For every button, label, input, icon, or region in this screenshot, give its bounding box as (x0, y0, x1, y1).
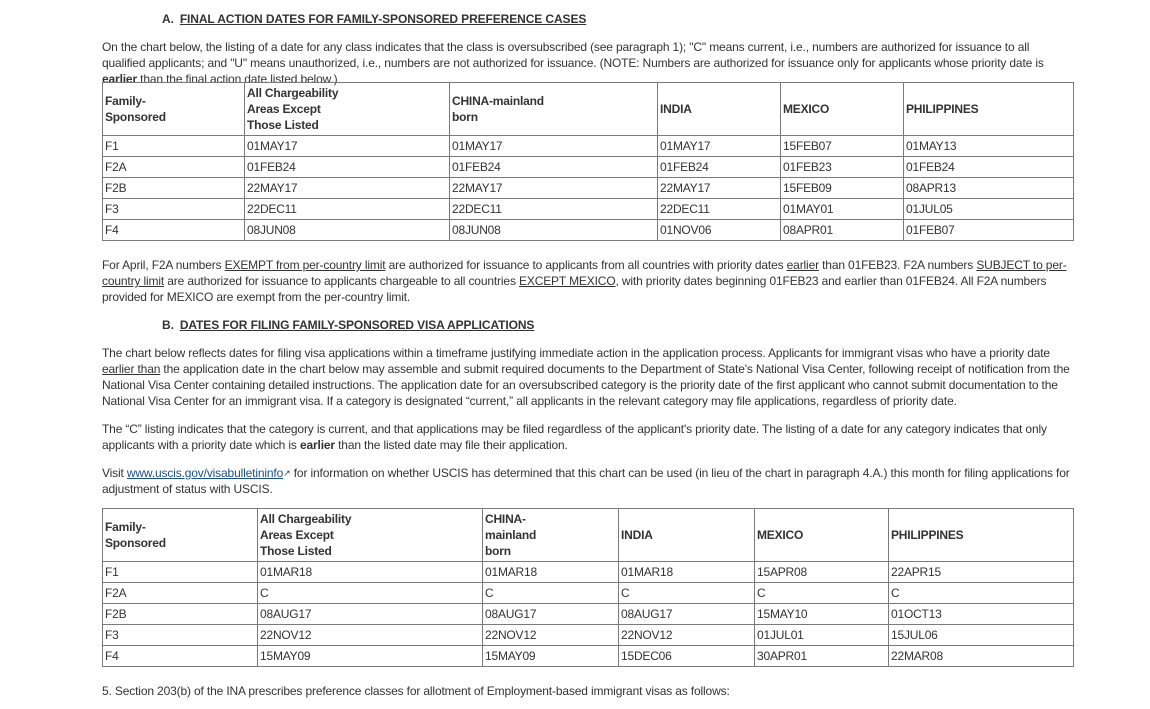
date-cell: 15FEB09 (781, 178, 904, 199)
date-cell: 22DEC11 (245, 199, 450, 220)
section-b-title: DATES FOR FILING FAMILY-SPONSORED VISA APPLICATIONS (179, 318, 535, 332)
column-header: PHILIPPINES (889, 509, 1074, 562)
column-header: INDIA (619, 509, 755, 562)
dates-for-filing-table (102, 508, 1074, 667)
section-b-paragraph-3 (102, 465, 1074, 497)
table-row (103, 646, 1074, 667)
date-cell: 01MAY17 (658, 136, 781, 157)
note-text: are authorized for issuance to applicants chargeable to all countries (164, 274, 519, 288)
date-cell: 15MAY09 (258, 646, 483, 667)
date-cell: 22NOV12 (258, 625, 483, 646)
table-header-row (103, 509, 1074, 562)
date-cell: 15DEC06 (619, 646, 755, 667)
section-a-heading (162, 11, 586, 27)
para-text: Visit (102, 466, 127, 480)
intro-bold: earlier (102, 72, 137, 86)
category-cell: F3 (103, 625, 258, 646)
note-underline: earlier (786, 258, 819, 272)
category-cell: F1 (103, 136, 245, 157)
date-cell: 15MAY10 (755, 604, 889, 625)
note-underline: EXCEPT MEXICO (518, 274, 616, 288)
column-header: CHINA-mainland born (450, 83, 658, 136)
note-text: are authorized for issuance to applicants from all countries with priority dates (385, 258, 787, 272)
category-cell: F2B (103, 178, 245, 199)
column-header: MEXICO (781, 83, 904, 136)
category-cell: F1 (103, 562, 258, 583)
section-b-heading (162, 317, 534, 333)
date-cell: 01MAY17 (245, 136, 450, 157)
para-underline: earlier than (102, 362, 161, 376)
date-cell: 08AUG17 (258, 604, 483, 625)
date-cell: 08APR01 (781, 220, 904, 241)
table-row (103, 220, 1074, 241)
table-row (103, 136, 1074, 157)
section-a-title: FINAL ACTION DATES FOR FAMILY-SPONSORED PREFERENCE CASES (179, 12, 587, 26)
external-link-icon: ↗ (283, 468, 291, 478)
date-cell: 01MAY17 (450, 136, 658, 157)
table-row (103, 157, 1074, 178)
date-cell: 22MAY17 (245, 178, 450, 199)
date-cell: 01FEB23 (781, 157, 904, 178)
section-b-paragraph-2 (102, 421, 1074, 453)
date-cell: 01MAR18 (483, 562, 619, 583)
date-cell: 01JUL01 (755, 625, 889, 646)
column-header: All Chargeability Areas Except Those Listed (258, 509, 483, 562)
para-text: The “C” listing indicates that the category is current, and that applications may be filed regardless of the applicant's priority date. The listing of a date for any category indicates that only applicants with a priority date which is (102, 422, 1047, 452)
para-text: the application date in the chart below may assemble and submit required documents to the Department of State's National Visa Center, following receipt of notification from the National Visa Center containing detailed instructions. The application date for an oversubscribed category is the priority date of the first applicant who cannot submit documentation to the National Visa Center for an immigrant visa. If a category is designated “current,” all applicants in the relevant category may file applications, regardless of priority date. (102, 362, 1070, 408)
column-header: Family- Sponsored (103, 83, 245, 136)
date-cell: 01FEB24 (245, 157, 450, 178)
date-cell: 01MAR18 (619, 562, 755, 583)
column-header: Family- Sponsored (103, 509, 258, 562)
date-cell: 22NOV12 (483, 625, 619, 646)
date-cell: 22DEC11 (450, 199, 658, 220)
section-a-intro (102, 39, 1074, 87)
para-bold: earlier (299, 438, 335, 452)
column-header: PHILIPPINES (904, 83, 1074, 136)
table-row (103, 178, 1074, 199)
date-cell: 08JUN08 (450, 220, 658, 241)
column-header: MEXICO (755, 509, 889, 562)
table-row (103, 199, 1074, 220)
date-cell: 15MAY09 (483, 646, 619, 667)
note-underline: SUBJECT to per-country limit (102, 258, 1067, 288)
date-cell: C (889, 583, 1074, 604)
intro-text-2: than the final action date listed below.) (136, 72, 338, 86)
date-cell: 22APR15 (889, 562, 1074, 583)
date-cell: 01FEB24 (450, 157, 658, 178)
note-text: , with priority dates beginning 01FEB23 and earlier than 01FEB24. All F2A numbers provided for MEXICO are exempt from the per-country limit. (102, 274, 1047, 304)
category-cell: F2B (103, 604, 258, 625)
table-row (103, 625, 1074, 646)
table-row (103, 562, 1074, 583)
date-cell: 15APR08 (755, 562, 889, 583)
date-cell: 22MAR08 (889, 646, 1074, 667)
column-header: CHINA- mainland born (483, 509, 619, 562)
section-a-letter: A. (162, 12, 174, 26)
date-cell: 01OCT13 (889, 604, 1074, 625)
date-cell: 01MAR18 (258, 562, 483, 583)
section-b-letter: B. (162, 318, 174, 332)
date-cell: 01FEB24 (904, 157, 1074, 178)
para-text: than the listed date may file their application. (334, 438, 568, 452)
category-cell: F4 (103, 220, 245, 241)
intro-text-1: On the chart below, the listing of a date for any class indicates that the class is oversubscribed (see paragraph 1); "C" means current, i.e., numbers are authorized for issuance to all qualified applicants; and "U" means unauthorized, i.e., numbers are not authorized for issuance. (NOTE: Numbers are authorized for issuance only for applicants whose priority date is (102, 40, 1044, 70)
date-cell: 08AUG17 (619, 604, 755, 625)
date-cell: 15FEB07 (781, 136, 904, 157)
date-cell: 08APR13 (904, 178, 1074, 199)
section-b-paragraph-1 (102, 345, 1074, 409)
category-cell: F4 (103, 646, 258, 667)
category-cell: F2A (103, 157, 245, 178)
note-text: than 01FEB23. F2A numbers (818, 258, 977, 272)
date-cell: 22DEC11 (658, 199, 781, 220)
date-cell: 01JUL05 (904, 199, 1074, 220)
date-cell: 08JUN08 (245, 220, 450, 241)
section-5-intro: 5. Section 203(b) of the INA prescribes preference classes for allotment of Employment-based immigrant visas as follows: (102, 684, 730, 698)
category-cell: F2A (103, 583, 258, 604)
date-cell: 01MAY01 (781, 199, 904, 220)
table-row (103, 583, 1074, 604)
note-underline: EXEMPT from per-country limit (224, 258, 386, 272)
date-cell: 08AUG17 (483, 604, 619, 625)
date-cell: 01NOV06 (658, 220, 781, 241)
date-cell: C (483, 583, 619, 604)
para-text: for information on whether USCIS has determined that this chart can be used (in lieu of the chart in paragraph 4.A.) this month for filing applications for adjustment of status with USCIS. (102, 466, 1070, 496)
final-action-dates-table (102, 82, 1074, 241)
para-text: The chart below reflects dates for filing visa applications within a timeframe justifying immediate action in the application process. Applicants for immigrant visas who have a priority date (102, 346, 1050, 360)
date-cell: C (755, 583, 889, 604)
category-cell: F3 (103, 199, 245, 220)
date-cell: 15JUL06 (889, 625, 1074, 646)
date-cell: C (258, 583, 483, 604)
date-cell: 22MAY17 (450, 178, 658, 199)
uscis-visa-bulletin-link[interactable]: www.uscis.gov/visabulletininfo (126, 466, 284, 480)
date-cell: 01MAY13 (904, 136, 1074, 157)
table-row (103, 604, 1074, 625)
date-cell: 01FEB24 (658, 157, 781, 178)
note-text: For April, F2A numbers (102, 258, 225, 272)
column-header: All Chargeability Areas Except Those Listed (245, 83, 450, 136)
column-header: INDIA (658, 83, 781, 136)
date-cell: 01FEB07 (904, 220, 1074, 241)
date-cell: 30APR01 (755, 646, 889, 667)
f2a-note (102, 257, 1074, 305)
table-header-row (103, 83, 1074, 136)
date-cell: 22NOV12 (619, 625, 755, 646)
date-cell: 22MAY17 (658, 178, 781, 199)
date-cell: C (619, 583, 755, 604)
